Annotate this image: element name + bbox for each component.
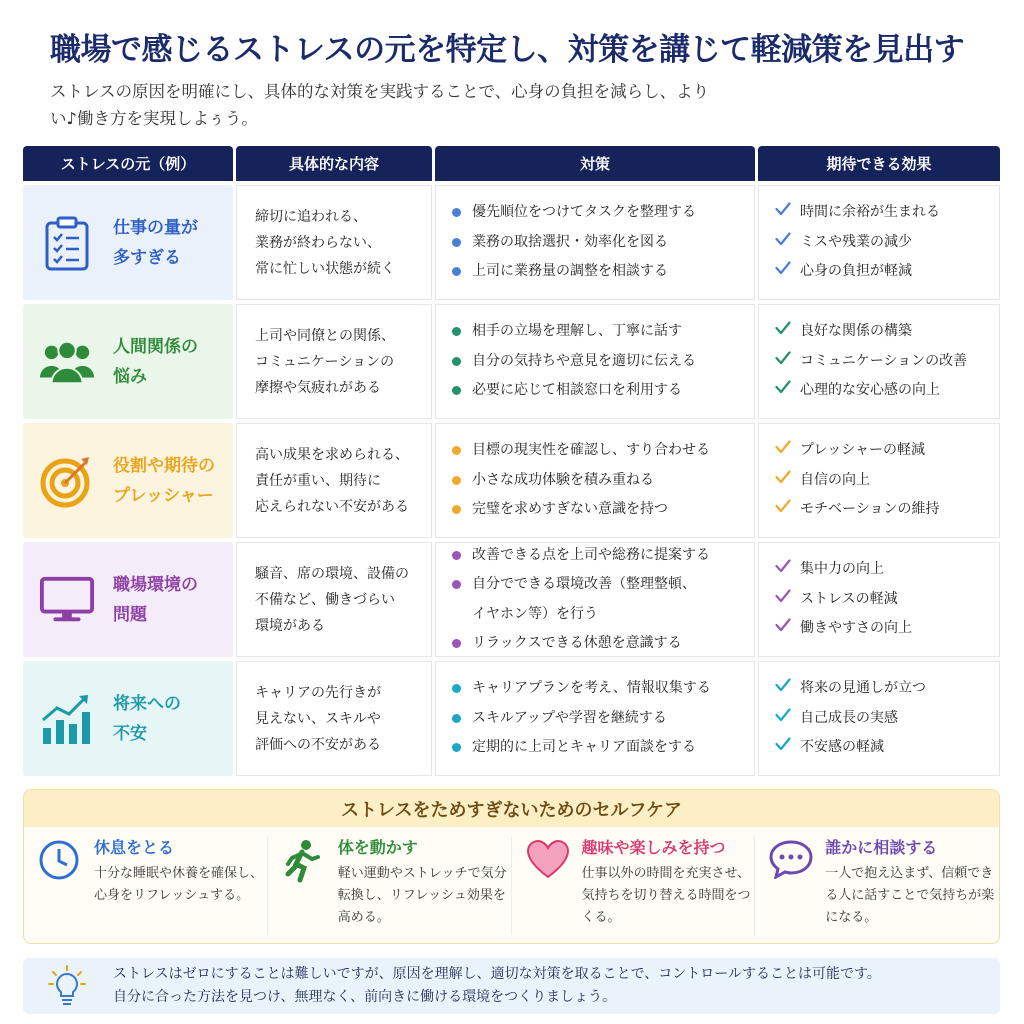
- check-icon: [775, 555, 791, 585]
- effect-text: 心身の負担が軽減: [800, 263, 912, 280]
- lightbulb-icon: [23, 964, 93, 1008]
- measure-item: [452, 347, 696, 377]
- stress-table: [23, 146, 1000, 776]
- measure-text: 自分でできる環境改善（整理整頓、: [472, 576, 696, 592]
- measures-cell: [435, 542, 755, 657]
- bullet-dot: [452, 714, 461, 723]
- detail-line: 騒音、席の環境、設備の: [255, 565, 409, 582]
- cause-cell: [23, 185, 233, 300]
- bullet-dot: [452, 580, 461, 589]
- measure-text: 小さな成功体験を積み重ねる: [472, 471, 654, 488]
- effect-text: 集中力の向上: [800, 561, 884, 578]
- measure-text: 改善できる点を上司や総務に提案する: [472, 546, 710, 563]
- check-icon: [775, 228, 791, 258]
- detail-cell: [236, 661, 432, 776]
- effects-cell: [758, 423, 1000, 538]
- cause-name-line: 仕事の量が: [113, 217, 198, 238]
- effect-text: 心理的な安心感の向上: [800, 382, 940, 399]
- measure-item: [452, 570, 696, 629]
- effect-item: [775, 228, 912, 258]
- bullet-dot: [452, 551, 461, 560]
- effect-item: [775, 376, 940, 406]
- selfcare-item-text: 仕事以外の時間を充実させ、気持ちを切り替える時間をつくる。: [581, 866, 751, 925]
- detail-cell: [236, 423, 432, 538]
- effect-text: モチベーションの維持: [800, 501, 940, 518]
- detail-line: 評価への不安がある: [255, 736, 381, 753]
- effect-text: 将来の見通しが立つ: [800, 680, 926, 697]
- detail-line: 環境がある: [255, 617, 325, 634]
- cause-name-line: 問題: [113, 604, 147, 625]
- cause-name: [113, 213, 198, 273]
- check-icon: [775, 257, 791, 287]
- detail-cell: [236, 185, 432, 300]
- measure-item: [452, 257, 668, 287]
- cause-name-line: 悩み: [113, 366, 147, 387]
- check-icon: [775, 733, 791, 763]
- effect-text: 自己成長の実感: [800, 709, 898, 726]
- effects-cell: [758, 661, 1000, 776]
- measure-text: キャリアプランを考え、情報収集する: [472, 680, 711, 697]
- selfcare-title: ストレスをためすぎないためのセルフケア: [24, 790, 999, 827]
- bullet-dot: [452, 476, 461, 485]
- effect-item: [775, 495, 939, 525]
- detail-cell: [236, 542, 432, 657]
- detail-line: 常に忙しい状態が続く: [255, 260, 395, 277]
- detail-line: 応えられない不安がある: [255, 498, 409, 515]
- effect-text: コミュニケーションの改善: [800, 352, 968, 369]
- bullet-dot: [452, 743, 461, 752]
- selfcare-item: [268, 837, 512, 935]
- detail-line: 業務が終わらない、: [255, 234, 381, 251]
- check-icon: [775, 376, 791, 406]
- bullet-dot: [452, 327, 461, 336]
- effect-item: [775, 436, 925, 466]
- table-header: [23, 146, 1000, 181]
- cause-name-line: 不安: [113, 723, 147, 744]
- effect-text: 不安感の軽減: [800, 739, 884, 756]
- measure-text: 上司に業務量の調整を相談する: [472, 263, 668, 280]
- effect-item: [775, 198, 940, 228]
- header-cause: ストレスの元（例）: [23, 146, 233, 181]
- heart-icon: [526, 837, 572, 935]
- selfcare-item-title: 誰かに相談する: [825, 838, 938, 857]
- detail-line: コミュニケーションの: [255, 353, 395, 370]
- effect-text: ストレスの軽減: [800, 590, 898, 607]
- measure-item: [452, 228, 668, 258]
- bullet-dot: [452, 446, 461, 455]
- effects-cell: [758, 185, 1000, 300]
- bullet-dot: [452, 505, 461, 514]
- footer-line-1: ストレスはゼロにすることは難しいですが、原因を理解し、適切な対策を取ることで、コントロールすることは可能です。: [113, 966, 881, 982]
- bullet-dot: [452, 238, 461, 247]
- cause-name: [113, 570, 198, 630]
- effect-item: [775, 674, 926, 704]
- measure-text: 目標の現実性を確認し、すり合わせる: [472, 442, 710, 459]
- effect-text: 時間に余裕が生まれる: [800, 204, 940, 221]
- table-row: [23, 423, 1000, 538]
- selfcare-item: [24, 837, 268, 935]
- check-icon: [775, 585, 791, 615]
- footer-note: [23, 958, 1000, 1014]
- detail-line: 高い成果を求められる、: [255, 446, 409, 463]
- cause-name: [113, 451, 215, 511]
- effect-item: [775, 733, 884, 763]
- measure-text: 完璧を求めすぎない意識を持つ: [472, 501, 668, 518]
- effect-item: [775, 555, 884, 585]
- measure-item: [452, 317, 682, 347]
- people-group-icon: [39, 334, 95, 390]
- bullet-dot: [452, 208, 461, 217]
- chat-bubble-icon: [769, 837, 815, 935]
- detail-line: 上司や同僚との関係、: [255, 327, 395, 344]
- check-icon: [775, 674, 791, 704]
- detail-cell: [236, 304, 432, 419]
- measure-item: [452, 629, 682, 659]
- bullet-dot: [452, 639, 461, 648]
- selfcare-item-text: 軽い運動やストレッチで気分転換し、リフレッシュ効果を高める。: [337, 866, 507, 925]
- cause-name: [113, 689, 181, 749]
- header-detail: 具体的な内容: [236, 146, 432, 181]
- effect-text: プレッシャーの軽減: [800, 442, 926, 459]
- cause-cell: [23, 423, 233, 538]
- header-measures: 対策: [435, 146, 755, 181]
- detail-line: 責任が重い、期待に: [255, 472, 381, 489]
- measure-item: [452, 495, 668, 525]
- measure-text: 業務の取捨選択・効率化を図る: [472, 233, 668, 250]
- subtitle-line-1: ストレスの原因を明確にし、具体的な対策を実践することで、心身の負担を減らし、より: [50, 82, 710, 101]
- header-effects: 期待できる効果: [758, 146, 1000, 181]
- table-row: [23, 661, 1000, 776]
- check-icon: [775, 495, 791, 525]
- footer-line-2: 自分に合った方法を見つけ、無理なく、前向きに働ける環境をつくりましょう。: [113, 989, 617, 1005]
- measure-text: 自分の気持ちや意見を適切に伝える: [472, 352, 696, 369]
- effects-cell: [758, 542, 1000, 657]
- cause-cell: [23, 304, 233, 419]
- check-icon: [775, 704, 791, 734]
- bullet-dot: [452, 357, 461, 366]
- effect-item: [775, 585, 898, 615]
- page-subtitle: [50, 78, 810, 132]
- table-row: [23, 542, 1000, 657]
- measure-item: [452, 198, 696, 228]
- effect-text: 自信の向上: [800, 471, 870, 488]
- measures-cell: [435, 304, 755, 419]
- selfcare-item-title: 休息をとる: [94, 838, 175, 857]
- clipboard-checklist-icon: [39, 215, 95, 271]
- bullet-dot: [452, 684, 461, 693]
- effect-item: [775, 466, 870, 496]
- cause-name-line: 人間関係の: [113, 336, 198, 357]
- measures-cell: [435, 661, 755, 776]
- measures-cell: [435, 185, 755, 300]
- effect-item: [775, 347, 967, 377]
- measures-cell: [435, 423, 755, 538]
- measure-item: [452, 436, 710, 466]
- cause-cell: [23, 661, 233, 776]
- selfcare-item-text: 一人で抱え込まず、信頼できる人に話すことで気持ちが楽になる。: [825, 866, 995, 925]
- detail-line: 摩擦や気疲れがある: [255, 379, 381, 396]
- detail-line: キャリアの先行きが: [255, 684, 381, 701]
- measure-text: スキルアップや学習を継続する: [472, 709, 667, 726]
- measure-item: [452, 376, 682, 406]
- bullet-dot: [452, 386, 461, 395]
- measure-text: リラックスできる休憩を意識する: [472, 635, 682, 651]
- measure-item: [452, 674, 711, 704]
- table-row: [23, 185, 1000, 300]
- measure-text: イヤホン等）を行う: [472, 605, 598, 622]
- effect-item: [775, 614, 912, 644]
- check-icon: [775, 347, 791, 377]
- subtitle-line-2: い♪働き方を実現しよぅう。: [50, 109, 258, 128]
- detail-line: 締切に追われる、: [255, 208, 367, 225]
- effects-cell: [758, 304, 1000, 419]
- measure-item: [452, 541, 710, 571]
- growth-chart-icon: [39, 691, 95, 747]
- check-icon: [775, 614, 791, 644]
- cause-name-line: 役割や期待の: [113, 455, 215, 476]
- cause-name: [113, 332, 198, 392]
- effect-item: [775, 317, 912, 347]
- bullet-dot: [452, 267, 461, 276]
- cause-name-line: 職場環境の: [113, 574, 198, 595]
- table-row: [23, 304, 1000, 419]
- check-icon: [775, 466, 791, 496]
- cause-name-line: 将来への: [113, 693, 181, 714]
- cause-cell: [23, 542, 233, 657]
- clock-icon: [38, 837, 84, 935]
- measure-text: 定期的に上司とキャリア面談をする: [472, 739, 696, 756]
- measure-text: 必要に応じて相談窓口を利用する: [472, 382, 682, 399]
- effect-text: 働きやすさの向上: [800, 620, 912, 637]
- selfcare-panel: [23, 789, 1000, 944]
- effect-text: ミスや残業の減少: [800, 233, 912, 250]
- selfcare-item-title: 体を動かす: [337, 838, 418, 857]
- measure-item: [452, 704, 667, 734]
- selfcare-item: [512, 837, 756, 935]
- page-title: 職場で感じるストレスの元を特定し、対策を講じて軽減策を見出す: [50, 32, 965, 68]
- check-icon: [775, 317, 791, 347]
- desktop-monitor-icon: [39, 572, 95, 628]
- target-dart-icon: [39, 453, 95, 509]
- measure-item: [452, 466, 654, 496]
- cause-name-line: プレッシャー: [113, 485, 214, 506]
- selfcare-item-text: 十分な睡眠や休養を確保し、心身をリフレッシュする。: [94, 866, 264, 903]
- effect-text: 良好な関係の構築: [800, 323, 912, 340]
- measure-text: 優先順位をつけてタスクを整理する: [472, 204, 696, 221]
- measure-item: [452, 733, 696, 763]
- cause-name-line: 多すぎる: [113, 247, 181, 268]
- selfcare-item: [755, 837, 999, 935]
- check-icon: [775, 436, 791, 466]
- check-icon: [775, 198, 791, 228]
- measure-text: 相手の立場を理解し、丁寧に話す: [472, 323, 682, 340]
- detail-line: 見えない、スキルや: [255, 710, 381, 727]
- running-person-icon: [282, 837, 328, 935]
- selfcare-item-title: 趣味や楽しみを持つ: [581, 838, 726, 857]
- effect-item: [775, 257, 912, 287]
- detail-line: 不備など、働きづらい: [255, 591, 395, 608]
- effect-item: [775, 704, 898, 734]
